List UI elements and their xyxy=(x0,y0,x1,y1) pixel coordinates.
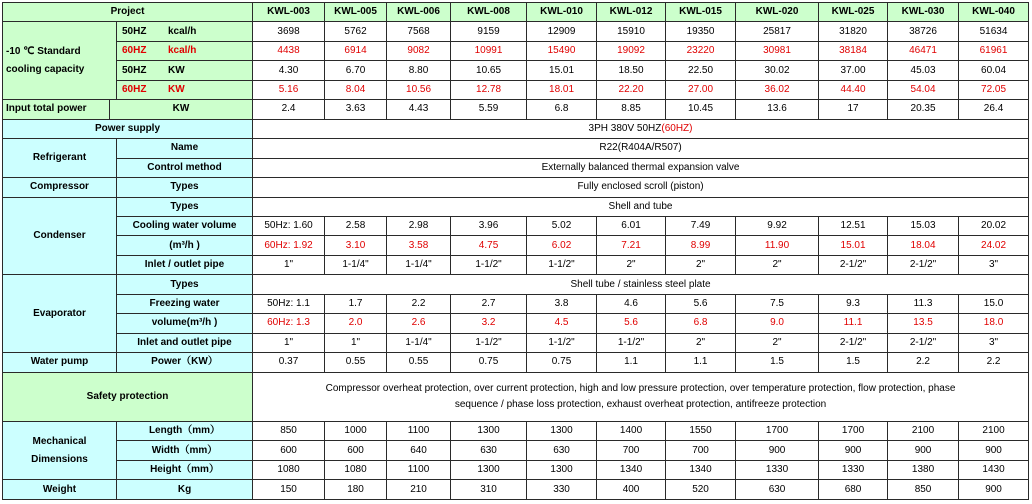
value-cell: 2" xyxy=(736,255,819,274)
value-cell: 5.16 xyxy=(253,80,325,99)
value-cell: 22.20 xyxy=(597,80,666,99)
value-cell: 10.56 xyxy=(387,80,451,99)
value-cell: 4.30 xyxy=(253,61,325,80)
value-cell: 11.3 xyxy=(888,294,959,313)
value-cell: 6.8 xyxy=(527,100,597,119)
value-cell: 50Hz: 1.1 xyxy=(253,294,325,313)
value-cell: 2-1/2" xyxy=(819,255,888,274)
value-cell: 15.03 xyxy=(888,216,959,235)
value-cell: 26.4 xyxy=(959,100,1029,119)
condenser-types-value: Shell and tube xyxy=(253,197,1029,216)
value-cell: 1300 xyxy=(451,460,527,479)
value-cell: 8.04 xyxy=(325,80,387,99)
compressor-types-value: Fully enclosed scroll (piston) xyxy=(253,178,1029,197)
value-cell: 15910 xyxy=(597,22,666,41)
dimension-label: Length（mm） xyxy=(117,422,253,441)
value-cell: 700 xyxy=(597,441,666,460)
condenser-cw60-row xyxy=(3,236,1029,255)
value-cell: 3" xyxy=(959,333,1029,352)
value-cell: 12909 xyxy=(527,22,597,41)
dimension-row xyxy=(3,460,1029,479)
value-cell: 1.7 xyxy=(325,294,387,313)
value-cell: 1-1/4" xyxy=(387,333,451,352)
value-cell: 900 xyxy=(959,441,1029,460)
value-cell: 3.10 xyxy=(325,236,387,255)
value-cell: 1-1/2" xyxy=(527,333,597,352)
value-cell: 1700 xyxy=(736,422,819,441)
value-cell: 1330 xyxy=(819,460,888,479)
value-cell: 2.58 xyxy=(325,216,387,235)
value-cell: 7.49 xyxy=(666,216,736,235)
value-cell: 4.43 xyxy=(387,100,451,119)
value-cell: 2.98 xyxy=(387,216,451,235)
value-cell: 3.2 xyxy=(451,314,527,333)
safety-label: Safety protection xyxy=(3,372,253,421)
value-cell: 44.40 xyxy=(819,80,888,99)
value-cell: 18.04 xyxy=(888,236,959,255)
value-cell: 4.6 xyxy=(597,294,666,313)
value-cell: 1-1/4" xyxy=(387,255,451,274)
safety-row xyxy=(3,372,1029,421)
value-cell: 6.02 xyxy=(527,236,597,255)
value-cell: 680 xyxy=(819,480,888,500)
cooling-row xyxy=(3,22,1029,41)
evaporator-pipe-row xyxy=(3,333,1029,352)
cooling-row xyxy=(3,80,1029,99)
value-cell: 3698 xyxy=(253,22,325,41)
condenser-pipe-row xyxy=(3,255,1029,274)
value-cell: 520 xyxy=(666,480,736,500)
value-cell: 20.35 xyxy=(888,100,959,119)
power-supply-label: Power supply xyxy=(3,119,253,138)
value-cell: 900 xyxy=(736,441,819,460)
value-cell: 13.6 xyxy=(736,100,819,119)
value-cell: 0.75 xyxy=(451,353,527,372)
value-cell: 1400 xyxy=(597,422,666,441)
value-cell: 600 xyxy=(325,441,387,460)
value-cell: 10.65 xyxy=(451,61,527,80)
value-cell: 5.59 xyxy=(451,100,527,119)
evaporator-fw60-row xyxy=(3,314,1029,333)
condenser-types-row xyxy=(3,197,1029,216)
value-cell: 630 xyxy=(527,441,597,460)
value-cell: 7568 xyxy=(387,22,451,41)
model-header: KWL-020 xyxy=(736,3,819,22)
value-cell: 1340 xyxy=(666,460,736,479)
value-cell: 1.5 xyxy=(819,353,888,372)
value-cell: 15.0 xyxy=(959,294,1029,313)
value-cell: 11.1 xyxy=(819,314,888,333)
value-cell: 18.50 xyxy=(597,61,666,80)
value-cell: 2.6 xyxy=(387,314,451,333)
condenser-cw50-row xyxy=(3,216,1029,235)
value-cell: 50Hz: 1.60 xyxy=(253,216,325,235)
value-cell: 1340 xyxy=(597,460,666,479)
cooling-capacity-label: -10 ℃ Standard cooling capacity xyxy=(3,22,117,100)
value-cell: 8.99 xyxy=(666,236,736,255)
value-cell: 2" xyxy=(666,333,736,352)
value-cell: 60Hz: 1.92 xyxy=(253,236,325,255)
value-cell: 1300 xyxy=(451,422,527,441)
value-cell: 6.01 xyxy=(597,216,666,235)
water-pump-row xyxy=(3,353,1029,372)
value-cell: 4438 xyxy=(253,41,325,60)
value-cell: 30.02 xyxy=(736,61,819,80)
value-cell: 3.96 xyxy=(451,216,527,235)
value-cell: 61961 xyxy=(959,41,1029,60)
value-cell: 600 xyxy=(253,441,325,460)
value-cell: 5.6 xyxy=(597,314,666,333)
value-cell: 2" xyxy=(736,333,819,352)
value-cell: 2-1/2" xyxy=(819,333,888,352)
value-cell: 11.90 xyxy=(736,236,819,255)
value-cell: 0.55 xyxy=(387,353,451,372)
value-cell: 54.04 xyxy=(888,80,959,99)
value-cell: 18.0 xyxy=(959,314,1029,333)
value-cell: 330 xyxy=(527,480,597,500)
value-cell: 900 xyxy=(959,480,1029,500)
value-cell: 22.50 xyxy=(666,61,736,80)
value-cell: 310 xyxy=(451,480,527,500)
value-cell: 10.45 xyxy=(666,100,736,119)
value-cell: 23220 xyxy=(666,41,736,60)
value-cell: 60Hz: 1.3 xyxy=(253,314,325,333)
value-cell: 1" xyxy=(325,333,387,352)
value-cell: 7.5 xyxy=(736,294,819,313)
dimension-label: Width（mm） xyxy=(117,441,253,460)
value-cell: 60.04 xyxy=(959,61,1029,80)
value-cell: 1-1/2" xyxy=(527,255,597,274)
value-cell: 2.4 xyxy=(253,100,325,119)
value-cell: 9082 xyxy=(387,41,451,60)
value-cell: 180 xyxy=(325,480,387,500)
evaporator-types-row xyxy=(3,275,1029,294)
power-supply-row xyxy=(3,119,1029,138)
value-cell: 5762 xyxy=(325,22,387,41)
value-cell: 3.58 xyxy=(387,236,451,255)
refrigerant-label: Refrigerant xyxy=(3,139,117,178)
dimension-row xyxy=(3,441,1029,460)
value-cell: 15490 xyxy=(527,41,597,60)
model-header: KWL-025 xyxy=(819,3,888,22)
condenser-pipe-label: Inlet / outlet pipe xyxy=(117,255,253,274)
compressor-types-label: Types xyxy=(117,178,253,197)
value-cell: 1.1 xyxy=(597,353,666,372)
input-power-unit: KW xyxy=(110,100,253,119)
value-cell: 9.3 xyxy=(819,294,888,313)
value-cell: 9159 xyxy=(451,22,527,41)
evaporator-pipe-label: Inlet and outlet pipe xyxy=(117,333,253,352)
value-cell: 38184 xyxy=(819,41,888,60)
evaporator-types-value: Shell tube / stainless steel plate xyxy=(253,275,1029,294)
value-cell: 5.02 xyxy=(527,216,597,235)
value-cell: 1.5 xyxy=(736,353,819,372)
value-cell: 4.5 xyxy=(527,314,597,333)
value-cell: 1330 xyxy=(736,460,819,479)
value-cell: 2100 xyxy=(888,422,959,441)
value-cell: 1700 xyxy=(819,422,888,441)
value-cell: 6914 xyxy=(325,41,387,60)
value-cell: 2" xyxy=(597,255,666,274)
weight-label: Weight xyxy=(3,480,117,500)
cooling-unit: 50HZ KW xyxy=(117,61,253,80)
compressor-row xyxy=(3,178,1029,197)
cooling-water-label: Cooling water volume xyxy=(117,216,253,235)
cooling-unit: 60HZ kcal/h xyxy=(117,41,253,60)
value-cell: 4.75 xyxy=(451,236,527,255)
value-cell: 15.01 xyxy=(527,61,597,80)
value-cell: 46471 xyxy=(888,41,959,60)
model-header: KWL-006 xyxy=(387,3,451,22)
value-cell: 2100 xyxy=(959,422,1029,441)
model-header: KWL-008 xyxy=(451,3,527,22)
water-pump-label: Water pump xyxy=(3,353,117,372)
value-cell: 900 xyxy=(819,441,888,460)
value-cell: 18.01 xyxy=(527,80,597,99)
value-cell: 9.92 xyxy=(736,216,819,235)
value-cell: 1" xyxy=(253,255,325,274)
control-method-label: Control method xyxy=(117,158,253,177)
value-cell: 12.78 xyxy=(451,80,527,99)
value-cell: 36.02 xyxy=(736,80,819,99)
value-cell: 850 xyxy=(253,422,325,441)
value-cell: 630 xyxy=(451,441,527,460)
value-cell: 15.01 xyxy=(819,236,888,255)
project-label: Project xyxy=(3,3,253,22)
value-cell: 0.55 xyxy=(325,353,387,372)
control-method-value: Externally balanced thermal expansion valve xyxy=(253,158,1029,177)
header-row xyxy=(3,3,1029,22)
value-cell: 27.00 xyxy=(666,80,736,99)
spec-table xyxy=(2,2,1029,500)
value-cell: 2.2 xyxy=(387,294,451,313)
value-cell: 3" xyxy=(959,255,1029,274)
value-cell: 2.2 xyxy=(888,353,959,372)
value-cell: 8.85 xyxy=(597,100,666,119)
value-cell: 37.00 xyxy=(819,61,888,80)
value-cell: 1-1/2" xyxy=(451,333,527,352)
value-cell: 24.02 xyxy=(959,236,1029,255)
value-cell: 6.8 xyxy=(666,314,736,333)
weight-row xyxy=(3,480,1029,500)
value-cell: 2.7 xyxy=(451,294,527,313)
value-cell: 630 xyxy=(736,480,819,500)
model-header: KWL-012 xyxy=(597,3,666,22)
value-cell: 2" xyxy=(666,255,736,274)
value-cell: 1080 xyxy=(325,460,387,479)
input-power-label: Input total power xyxy=(3,100,110,119)
value-cell: 0.37 xyxy=(253,353,325,372)
power-supply-value: 3PH 380V 50HZ(60HZ) xyxy=(253,119,1029,138)
value-cell: 10991 xyxy=(451,41,527,60)
value-cell: 640 xyxy=(387,441,451,460)
refrigerant-control-row xyxy=(3,158,1029,177)
value-cell: 1380 xyxy=(888,460,959,479)
model-header: KWL-040 xyxy=(959,3,1029,22)
value-cell: 1300 xyxy=(527,460,597,479)
value-cell: 38726 xyxy=(888,22,959,41)
model-header: KWL-030 xyxy=(888,3,959,22)
value-cell: 6.70 xyxy=(325,61,387,80)
evaporator-types-label: Types xyxy=(117,275,253,294)
value-cell: 51634 xyxy=(959,22,1029,41)
value-cell: 5.6 xyxy=(666,294,736,313)
value-cell: 3.63 xyxy=(325,100,387,119)
value-cell: 1100 xyxy=(387,422,451,441)
model-header: KWL-015 xyxy=(666,3,736,22)
dimension-label: Height（mm） xyxy=(117,460,253,479)
value-cell: 1100 xyxy=(387,460,451,479)
value-cell: 850 xyxy=(888,480,959,500)
value-cell: 13.5 xyxy=(888,314,959,333)
cooling-water-unit: (m³/h ) xyxy=(117,236,253,255)
dimension-row xyxy=(3,422,1029,441)
value-cell: 1550 xyxy=(666,422,736,441)
value-cell: 2-1/2" xyxy=(888,255,959,274)
value-cell: 30981 xyxy=(736,41,819,60)
value-cell: 19092 xyxy=(597,41,666,60)
value-cell: 2-1/2" xyxy=(888,333,959,352)
value-cell: 2.0 xyxy=(325,314,387,333)
value-cell: 12.51 xyxy=(819,216,888,235)
evaporator-fw50-row xyxy=(3,294,1029,313)
value-cell: 1300 xyxy=(527,422,597,441)
value-cell: 1430 xyxy=(959,460,1029,479)
mechanical-dimensions-label: Mechanical Dimensions xyxy=(3,422,117,480)
value-cell: 25817 xyxy=(736,22,819,41)
freezing-water-label: Freezing water xyxy=(117,294,253,313)
evaporator-label: Evaporator xyxy=(3,275,117,353)
value-cell: 20.02 xyxy=(959,216,1029,235)
value-cell: 7.21 xyxy=(597,236,666,255)
model-header: KWL-010 xyxy=(527,3,597,22)
value-cell: 31820 xyxy=(819,22,888,41)
value-cell: 1080 xyxy=(253,460,325,479)
value-cell: 72.05 xyxy=(959,80,1029,99)
value-cell: 150 xyxy=(253,480,325,500)
model-header: KWL-003 xyxy=(253,3,325,22)
value-cell: 1-1/2" xyxy=(597,333,666,352)
value-cell: 2.2 xyxy=(959,353,1029,372)
value-cell: 8.80 xyxy=(387,61,451,80)
value-cell: 9.0 xyxy=(736,314,819,333)
value-cell: 1-1/4" xyxy=(325,255,387,274)
compressor-label: Compressor xyxy=(3,178,117,197)
refrigerant-name-value: R22(R404A/R507) xyxy=(253,139,1029,158)
value-cell: 210 xyxy=(387,480,451,500)
cooling-unit: 50HZ kcal/h xyxy=(117,22,253,41)
refrigerant-name-row xyxy=(3,139,1029,158)
value-cell: 400 xyxy=(597,480,666,500)
condenser-label: Condenser xyxy=(3,197,117,275)
value-cell: 45.03 xyxy=(888,61,959,80)
freezing-water-unit: volume(m³/h ) xyxy=(117,314,253,333)
value-cell: 19350 xyxy=(666,22,736,41)
refrigerant-name-label: Name xyxy=(117,139,253,158)
cooling-row xyxy=(3,41,1029,60)
value-cell: 900 xyxy=(888,441,959,460)
value-cell: 17 xyxy=(819,100,888,119)
weight-unit: Kg xyxy=(117,480,253,500)
safety-value: Compressor overheat protection, over current protection, high and low pressure protection, over temperature protection, flow protection, phase sequence / phase loss protection, exhaust overheat protection, antifreeze protection xyxy=(253,372,1029,421)
value-cell: 1.1 xyxy=(666,353,736,372)
cooling-row xyxy=(3,61,1029,80)
condenser-types-label: Types xyxy=(117,197,253,216)
model-header: KWL-005 xyxy=(325,3,387,22)
value-cell: 1-1/2" xyxy=(451,255,527,274)
value-cell: 700 xyxy=(666,441,736,460)
water-pump-unit: Power（KW） xyxy=(117,353,253,372)
value-cell: 3.8 xyxy=(527,294,597,313)
value-cell: 1000 xyxy=(325,422,387,441)
value-cell: 0.75 xyxy=(527,353,597,372)
input-power-row xyxy=(3,100,1029,119)
value-cell: 1" xyxy=(253,333,325,352)
cooling-unit: 60HZ KW xyxy=(117,80,253,99)
